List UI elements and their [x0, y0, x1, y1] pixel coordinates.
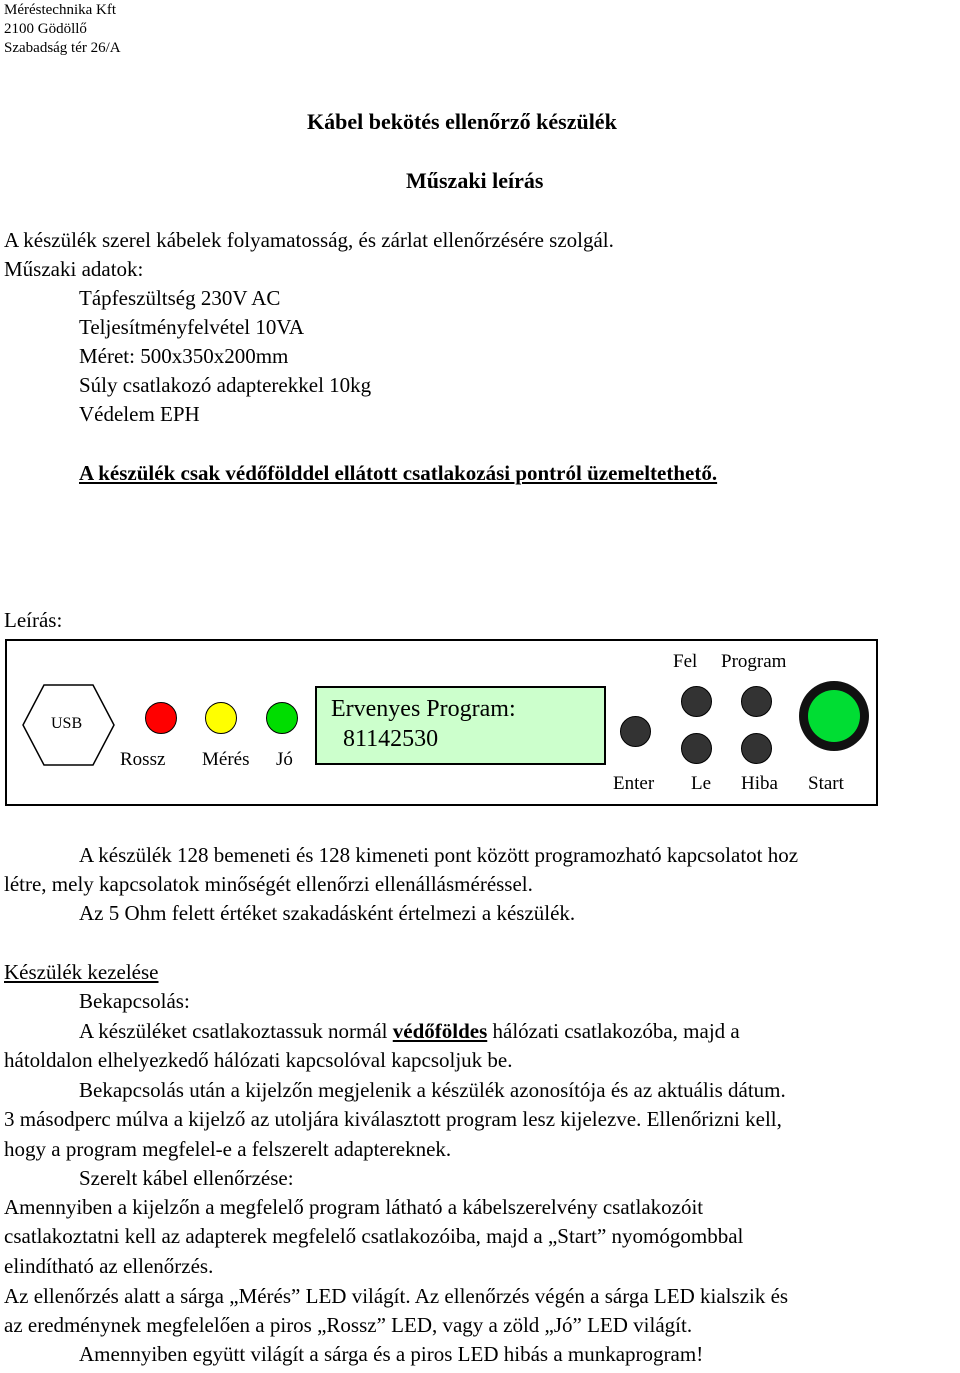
- device-front-panel: [5, 639, 878, 806]
- op-p1-after: hálózati csatlakozóba, majd a: [487, 1019, 740, 1043]
- led-meres-label: Mérés: [202, 749, 250, 770]
- spec-item: Védelem EPH: [79, 402, 200, 426]
- hiba-button[interactable]: [741, 733, 772, 764]
- le-label: Le: [691, 773, 712, 794]
- op-p1-line1: [79, 1019, 740, 1044]
- spec-item: Teljesítményfelvétel 10VA: [79, 315, 305, 339]
- lcd-line-2: 81142530: [343, 726, 439, 752]
- op-p2-line3: hogy a program megfelel-e a felszerelt adaptereknek.: [4, 1137, 452, 1161]
- para1-line1: A készülék 128 bemeneti és 128 kimeneti pont között programozható kapcsolatot hoz: [79, 843, 799, 867]
- fel-label: Fel: [673, 651, 698, 672]
- intro-text: A készülék szerel kábelek folyamatosság, és zárlat ellenőrzésére szolgál.: [4, 228, 614, 252]
- op-p4-line1: Az ellenőrzés alatt a sárga „Mérés” LED világít. Az ellenőrzés végén a sárga LED kialszik és: [4, 1284, 789, 1308]
- op-p2-line1: Bekapcsolás után a kijelzőn megjelenik a készülék azonosítója és az aktuális dátum.: [79, 1078, 786, 1102]
- lcd-display: [315, 686, 606, 765]
- start-button[interactable]: [799, 681, 869, 751]
- power-on-heading: Bekapcsolás:: [79, 989, 190, 1013]
- led-meres: [205, 702, 237, 734]
- check-heading: Szerelt kábel ellenőrzése:: [79, 1166, 294, 1190]
- le-button[interactable]: [681, 733, 712, 764]
- specs-heading: Műszaki adatok:: [4, 257, 144, 281]
- document-subtitle: Műszaki leírás: [406, 168, 544, 193]
- usb-label: USB: [51, 715, 83, 732]
- company-city: 2100 Gödöllő: [4, 21, 87, 37]
- fel-button[interactable]: [681, 686, 712, 717]
- start-label: Start: [808, 773, 844, 794]
- para1-line3: Az 5 Ohm felett értéket szakadásként értelmezi a készülék.: [79, 901, 576, 925]
- hiba-label: Hiba: [741, 773, 778, 794]
- op-p1-emphasis: védőföldes: [392, 1019, 488, 1043]
- op-p2-line2: 3 másodperc múlva a kijelző az utoljára kiválasztott program lesz kijelezve. Ellenőrizni kell,: [4, 1107, 782, 1131]
- program-label: Program: [721, 651, 787, 672]
- spec-item: Méret: 500x350x200mm: [79, 344, 289, 368]
- led-jo: [266, 702, 298, 734]
- lcd-line-1: Ervenyes Program:: [331, 696, 516, 722]
- op-p3-line3: elindítható az ellenőrzés.: [4, 1254, 214, 1278]
- op-p3-line2: csatlakoztatni kell az adapterek megfelelő csatlakozóiba, majd a „Start” nyomógombbal: [4, 1224, 744, 1248]
- op-p3-line1: Amennyiben a kijelzőn a megfelelő program látható a kábelszerelvény csatlakozóit: [4, 1195, 704, 1219]
- start-button-face: [808, 690, 860, 742]
- enter-button[interactable]: [620, 716, 651, 747]
- op-p4-line3: Amennyiben együtt világít a sárga és a piros LED hibás a munkaprogram!: [79, 1342, 704, 1366]
- spec-item: Súly csatlakozó adapterekkel 10kg: [79, 373, 372, 397]
- description-label: Leírás:: [4, 608, 63, 632]
- led-jo-label: Jó: [276, 749, 293, 770]
- op-p4-line2: az eredménynek megfelelően a piros „Rossz” LED, vagy a zöld „Jó” LED világít.: [4, 1313, 693, 1337]
- document-title: Kábel bekötés ellenőrző készülék: [307, 109, 617, 134]
- company-name: Méréstechnika Kft: [4, 2, 117, 18]
- spec-item: Tápfeszültség 230V AC: [79, 286, 281, 310]
- op-p1-line2: hátoldalon elhelyezkedő hálózati kapcsolóval kapcsoljuk be.: [4, 1048, 513, 1072]
- enter-label: Enter: [613, 773, 655, 794]
- company-address: Szabadság tér 26/A: [4, 40, 121, 56]
- operation-heading: Készülék kezelése: [4, 960, 159, 984]
- para1-line2: létre, mely kapcsolatok minőségét ellenőrzi ellenállásméréssel.: [4, 872, 533, 896]
- program-button[interactable]: [741, 686, 772, 717]
- safety-warning: A készülék csak védőfölddel ellátott csatlakozási pontról üzemeltethető.: [79, 461, 718, 485]
- op-p1-before: A készüléket csatlakoztassuk normál: [79, 1019, 393, 1043]
- led-rossz-label: Rossz: [120, 749, 166, 770]
- led-rossz: [145, 702, 177, 734]
